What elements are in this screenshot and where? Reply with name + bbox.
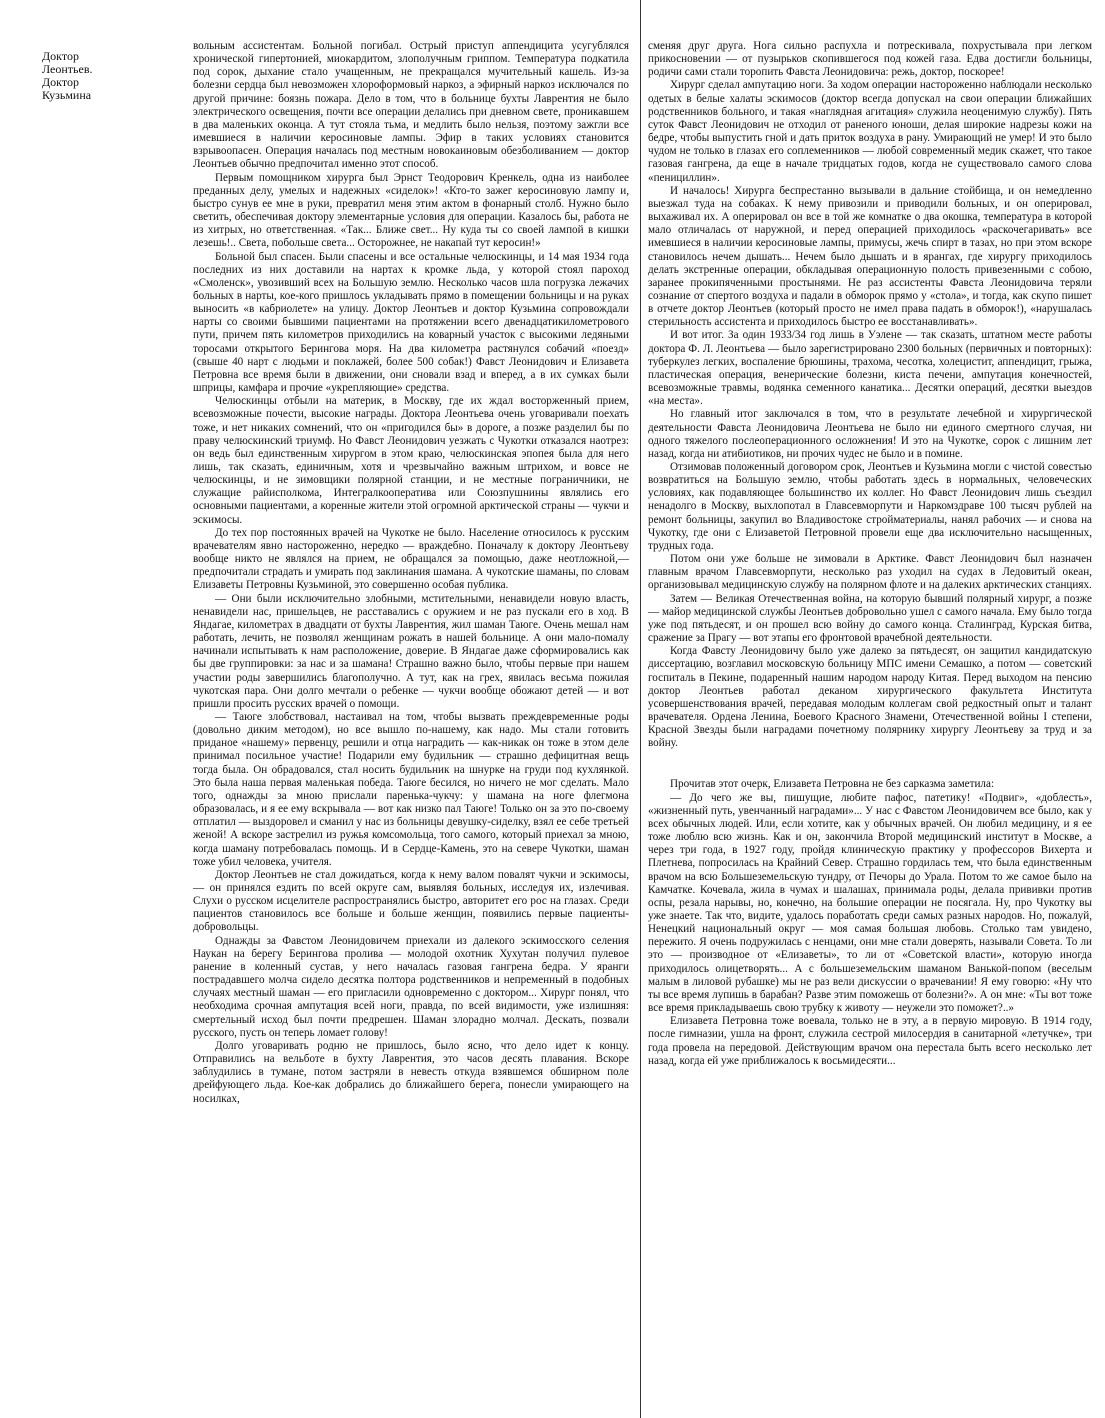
paragraph: Больной был спасен. Были спасены и все остальные челюскинцы, и 14 мая 1934 года последних из них доставили на нартах к кромке льда, у которой стоял пароход «Смоленск», увозивший всех на Большую землю. Несколько часов шла погрузка лежачих больных в нарты, кое-кого пришлось укладывать прямо в помещении больницы и на руках выносить «в кабриолете» на улицу. Доктор Леонтьев и доктор Кузьмина сопровождали нарты со своими бывшими пациентами на протяжении всего двенадцатикилометрового пути, причем пять километров приходились на коварный участок с высокими ледяными торосами открытого Берингова моря. На два километра растянулся собачий «поезд» (свыше 40 нарт с людьми и поклажей, более 500 собак!) Фавст Леонидович и Елизавета Петровна все время были в движении, они сновали взад и вперед, а в их сумках были шприцы, камфара и прочие «укрепляющие» средства. [193,250,629,395]
paragraph: И началось! Хирурга беспрестанно вызывали в дальние стойбища, и он немедленно выезжал туда на собаках. К нему привозили и приводили больных, и он оперировал, выхаживал их. А оперировал он все в той же комнатке о два окошка, температура в которой мало отличалась от наружной, и перед операцией приходилось «раскочегаривать» все имевшиеся в наличии керосиновые лампы, примусы, жечь спирт в тазах, но при этом вскоре становилось нечем дышать... Нечем было дышать и в ярангах, где хирургу приходилось делать экстренные операции, обкладывая операционную полость привезенными с собою, заранее прокипяченными простынями. Не раз ассистенты Фавста Леонидовича теряли сознание от спертого воздуха и падали в обморок прямо у «стола», и тогда, как скупо пишет в отчете доктор Леонтьев (который просто не имел права падать в обморок!), «нарушалась стерильность ассистента и приходилось быстро ее восстанавливать». [648,184,1092,329]
paragraph: Хирург сделал ампутацию ноги. За ходом операции настороженно наблюдали несколько одетых в белые халаты эскимосов (доктор всегда допускал на свои операции ближайших родственников больного, и такая «наглядная агитация» служила неоценимую службу). Пять суток Фавст Леонидович не отходил от раненого юноши, делая широкие надрезы кожи на бедре, чтобы выпустить гной и дать приток воздуха в рану. Умирающий не умер! И это было чудом не только в глазах его соплеменников — любой современный медик скажет, что такое газовая гангрена, да еще в начале тридцатых годов, когда не существовало самого слова «пенициллин». [648,79,1092,184]
paragraph: Однажды за Фавстом Леонидовичем приехали из далекого эскимосского селения Наукан на берегу Берингова пролива — молодой охотник Хухутан получил пулевое ранение в коленный сустав, у него началась газовая гангрена бедра. У яранги пострадавшего молча сидело десятка полтора родственников и непременный в подобных случаях местный шаман — его пригласили одновременно с доктором... Хирург понял, что необходима срочная ампутация всей ноги, правда, по всей видимости, уже излишняя: смертельный исход был почти предрешен. Шаман злорадно молчал. Дескать, позвали русского, пусть он теперь ломает голову! [193,934,629,1039]
paragraph: вольным ассистентам. Больной погибал. Острый приступ аппендицита усугублялся хронической гипертонией, миокардитом, злополучным гриппом. Температура подкатила под сорок, дыхание стало учащенным, не прекращался мучительный кашель. Из-за болезни сердца был невозможен хлороформовый наркоз, а эфирный наркоз исключался по другой причине: боязнь пожара. Дело в том, что в больнице бухты Лаврентия не было электрического освещения, почти все операции делались при дневном свете, проникавшем в два маленьких оконца. А тут стояла тьма, и медлить было нельзя, поэтому зажгли все имевшиеся в наличии керосиновые лампы. Эфир в таких условиях становится взрывоопасен. Операция началась под местным новокаиновым обезболиванием — доктор Леонтьев обычно предпочитал именно этот способ. [193,40,629,171]
paragraph: Первым помощником хирурга был Эрнст Теодорович Кренкель, одна из наиболее преданных делу, умелых и надежных «сиделок»! «Кто-то зажег керосиновую лампу и, быстро сунув ее мне в руки, превратил меня этим актом в фонарный столб. Нужно было светить, обеспечивая доктору элементарные условия для операции. Казалось бы, работа не из хитрых, но ответственная. «Так... Ближе свет... Ну куда ты со своей лампой в кишки лезешь!.. Света, побольше света... Осторожнее, не накапай тут керосин!» [193,171,629,250]
paragraph: До тех пор постоянных врачей на Чукотке не было. Население относилось к русским врачевателям явно настороженно, нередко — враждебно. Поначалу к доктору Леонтьеву вообще никто не являлся на прием, не обращался за помощью, даже неотложной,— предпочитали страдать и умирать под заклинания шамана. А чукотские шаманы, по словам Елизаветы Петровны Кузьминой, это совершенно особая публика. [193,526,629,592]
paragraph: сменяя друг друга. Нога сильно распухла и потрескивала, похрустывала при легком прикосновении — от пузырьков скопившегося под кожей газа. Едва достигли больницы, родичи сами стали торопить Фавста Леонидовича: режь, доктор, поскорее! [648,40,1092,79]
margin-caption [42,50,182,102]
margin-caption-line: Леонтьев. [42,62,93,76]
paragraph: — Они были исключительно злобными, мстительными, ненавидели новую власть, ненавидели нас, пришельцев, не расставались с оружием и не раз пускали его в ход. В Яндагае, километрах в двадцати от бухты Лаврентия, жил шаман Таюге. Очень мешал нам работать, лечить, не позволял женщинам рожать в нашей больнице. А они мало-помалу начинали испытывать к нам расположение, доверие. В Яндагае даже сформировались как бы две группировки: за нас и за шамана! Страшно важно было, чтобы первые при нашем участии роды завершились благополучно. А тут, как на грех, явилась весьма пожилая чукотская пара. Они долго мечтали о ребенке — чукчи вообще обожают детей — и вот пришли просить русских врачей о помощи. [193,592,629,710]
paragraph: — До чего же вы, пишущие, любите пафос, патетику! «Подвиг», «доблесть», «жизненный путь, увенчанный наградами»... У нас с Фавстом Леонидовичем все было, как у всех обычных людей. Или, если хотите, как у обычных врачей. Он любил медицину, и я ее тоже люблю всю жизнь. Как и он, закончила Второй медицинский институт в Москве, а через три года, в 1927 году, пройдя клиническую практику у профессоров Вихерта и Плетнева, попросилась на Крайний Север. Страшно гордилась тем, что была единственным врачом на всю Большеземельскую тундру, от Печоры до Урала. Потом то же самое было на Камчатке. Кочевала, жила в чумах и шалашах, принимала роды, делала прививки против оспы, резала нарывы, но, конечно, на большие операции не посягала. Ну, про Чукотку вы уже знаете. Так что, видите, удалось поработать среди самых разных народов. Но, пожалуй, Ненецкий национальный округ — моя самая большая любовь. Столько там увидено, пережито. Я очень подружилась с ненцами, они мне стали доверять, называли Совета. То ли это — производное от «Елизаветы», то ли от «Советской власти», которую иногда приходилось олицетворять... А с большеземельским шаманом Ванькой-попом (веселым малым в лиловой рубашке) мы не раз вели дискуссии о врачевании! Я ему говорю: «Ну что ты все время лупишь в барабан? Разве этим поможешь от болезни?». А он мне: «Ты вот тоже все время прикладываешь свою трубку к животу — неужели это поможет?..» [648,791,1092,1015]
margin-caption-line: Доктор [42,49,79,63]
paragraph: Долго уговаривать родню не пришлось, было ясно, что дело идет к концу. Отправились на вельботе в бухту Лаврентия, это часов десять плавания. Вскоре заблудились в тумане, потом застряли в невесть откуда взявшемся обширном поле дрейфующего льда. Кое-как добрались до ближайшего берега, понесли умирающего на носилках, [193,1039,629,1105]
paragraph: Но главный итог заключался в том, что в результате лечебной и хирургической деятельности Фавста Леонидовича Леонтьева не было ни единого смертного случая, ни одного тяжелого послеоперационного осложнения! И это на Чукотке, сорок с лишним лет назад, когда ни атибиотиков, ни прочих чудес не было и в помине. [648,408,1092,460]
paragraph: Когда Фавсту Леонидовичу было уже далеко за пятьдесят, он защитил кандидатскую диссертацию, возглавил московскую больницу МПС имени Семашко, а потом — советский госпиталь в Пекине, подаренный нашим народом народу Китая. Перед выходом на пенсию доктор Леонтьев работал деканом хирургического факультета Института усовершенствования врачей, передавая молодым коллегам свой редкостный опыт и талант врачевателя. Ордена Ленина, Боевого Красного Знамени, Отечественной войны I степени, Красной Звезды были наградами почетному полярнику хирургу Леонтьеву за труд и за войну. [648,645,1092,750]
paragraph: — Таюге злобствовал, настаивал на том, чтобы вызвать преждевременные роды (довольно диким методом), но все вышло по-нашему, как надо. Мы стали готовить приданое «нашему» первенцу, решили и отца наградить — как-никак он тоже в этом деле принимал посильное участие! Подарили ему будильник — страшно дефицитная вещь тогда была. Он обрадовался, стал носить будильник на шнурке на груди под кухлянкой. Это была наша первая маленькая победа. Таюге бесился, но ничего не мог сделать. Мало того, однажды за мною прислали паренька-чукчу: у шамана на ноге флегмона образовалась, и я ее ему вскрывала — вот как низко пал Таюге! Только он за это по-своему отплатил — выздоровел и сманил у нас из больницы девушку-сиделку, взял ее себе третьей женой! А вскоре застрелил из ружья комсомольца, того самого, который приехал за мною, когда шаману потребовалась помощь. И в Сердце-Камень, это на севере Чукотки, шаман тоже убил человека, учителя. [193,710,629,868]
margin-caption-line: Доктор [42,75,79,89]
left-text-column [193,40,629,1106]
paragraph: Челюскинцы отбыли на материк, в Москву, где их ждал восторженный прием, всевозможные почести, высокие награды. Доктора Леонтьева очень уговаривали поехать тоже, и нет никаких сомнений, что он «пригодился бы» в дороге, а позже разделил бы по праву челюскинский триумф. Но Фавст Леонидович уезжать с Чукотки отказался наотрез: он ведь был единственным хирургом в этом краю, челюскинская эпопея была для него лишь, так сказать, единичным, хотя и чрезвычайно важным штрихом, и вовсе не челюскинцы, и не зимовщики полярной станции, и не местные пограничники, не служащие райисполкома, Интегралкооператива или Союзпушнины являлись его основными пациентами, а коренные жители этой огромной арктической страны — чукчи и эскимосы. [193,395,629,526]
paragraph: Прочитав этот очерк, Елизавета Петровна не без сарказма заметила: [670,778,995,791]
paragraph: Отзимовав положенный договором срок, Леонтьев и Кузьмина могли с чистой совестью возвратиться на Большую землю, чтобы работать здесь в нормальных, человеческих условиях, как подавляющее большинство их коллег. Но Фавст Леонидович лишь съездил ненадолго в Москву, выхлопотал в Главсевморпути и Наркомздраве 100 тысяч рублей на ремонт больницы, закупил во Владивостоке стройматериалы, нанял рабочих — и снова на Чукотку, где они с Елизаветой Петровной провели еще два исключительно насыщенных, трудных года. [648,461,1092,552]
right-text-column [648,40,1092,1068]
paragraph: Потом они уже больше не зимовали в Арктике. Фавст Леонидович был назначен главным врачом Главсевморпути, несколько раз уходил на судах в Ледовитый океан, организовывал медицинскую службу на полярном флоте и на далеких арктических станциях. [648,553,1092,592]
paragraph: И вот итог. За один 1933/34 год лишь в Уэлене — так сказать, штатном месте работы доктора Ф. Л. Леонтьева — было зарегистрировано 2300 больных (первичных и повторных): туберкулез легких, воспаление брюшины, трахома, чесотка, холецистит, аппендицит, грыжа, пластическая операция, венерические болезни, киста печени, ампутация конечностей, всевозможные травмы, водянка семенного канатика... Десятки операций, десятки выездов «на места». [648,329,1092,408]
paragraph: Затем — Великая Отечественная война, на которую бывший полярный хирург, а позже — майор медицинской службы Леонтьев добровольно ушел с самого начала. Ему было тогда уже под пятьдесят, и он прошел всю войну до самого конца. Сталинград, Курская битва, сражение за Прагу — вот этапы его фронтовой врачебной деятельности. [648,592,1092,645]
paragraph: Доктор Леонтьев не стал дожидаться, когда к нему валом повалят чукчи и эскимосы,— он принялся ездить по всей округе сам, выявляя больных, исследуя их, излечивая. Слухи о русском исцелителе распространялись быстро, авторитет его рос на глазах. Среди пациентов становилось все больше и больше женщин, появились первые пациенты-добровольцы. [193,868,629,934]
paragraph: Елизавета Петровна тоже воевала, только не в эту, а в первую мировую. В 1914 году, после гимназии, ушла на фронт, служила сестрой милосердия в санитарной «летучке», три года провела на передовой. Действующим врачом она перестала быть всего несколько лет назад, когда ей уже приближалось к восьмидесяти... [648,1015,1092,1067]
margin-caption-line: Кузьмина [42,88,92,102]
section-gap [648,750,1092,778]
column-divider [640,0,641,1418]
